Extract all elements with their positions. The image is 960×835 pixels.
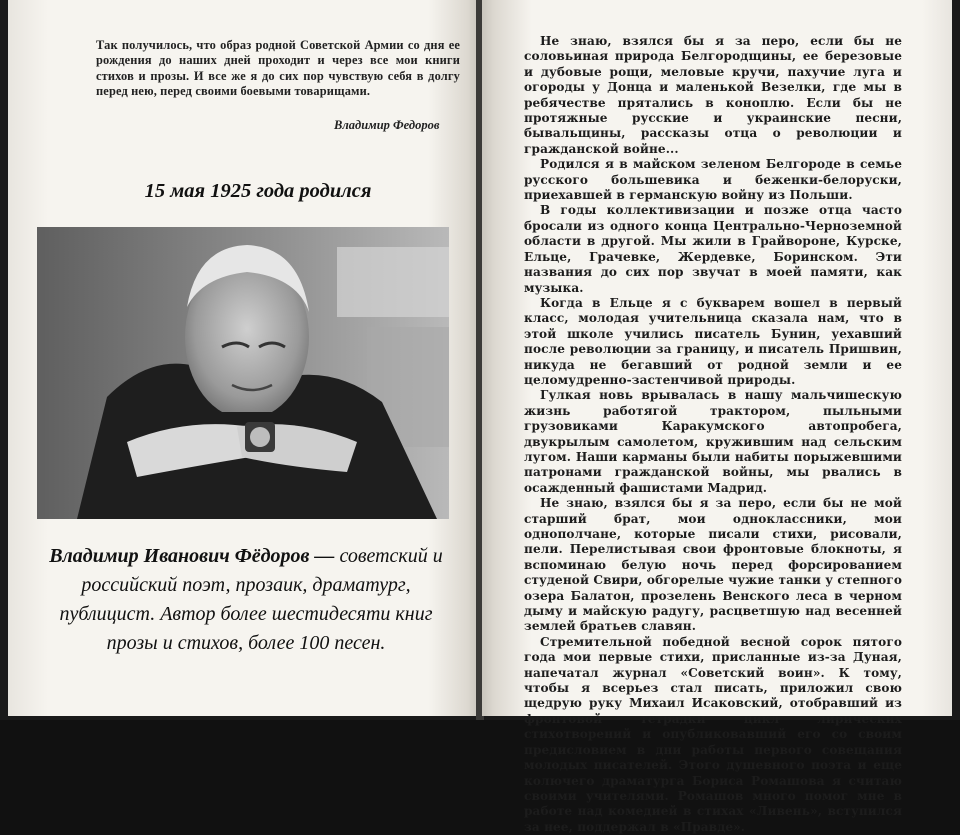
paragraph: Гулкая новь врывалась в нашу мальчишескую жизнь работягой трактором, пыльными грузовиками Каракумского автопробега, двукрылым самолетом, кружившим над сельским лугом. Наши карманы были набиты порыжевшими патронами гражданской войны, мы рвались в осажденный фашистами Мадрид.	[524, 388, 902, 495]
paragraph: Когда в Ельце я с букварем вошел в первый класс, молодая учительница сказала нам, что в этой школе учились писатель Бунин, уехавший после революции за границу, и писатель Пришвин, никуда не бегавший от родной земли и ее целомудренно-застенчивой природы.	[524, 295, 902, 387]
paragraph: Не знаю, взялся бы я за перо, если бы не мой старший брат, мои одноклассники, мои однополчане, которые писали стихи, рисовали, пели. Перелистывая свои фронтовые блокноты, я вспоминаю белую ночь перед форсированием студеной Свири, обгорелые чужие танки у степного озера Балатон, прозелень Венского леса в черном дыму и майскую радугу, расцветшую над весенней землей братьев славян.	[524, 496, 902, 634]
caption-description: советский и российский поэт, прозаик, драматург, публицист. Автор более шестидесяти книг прозы и стихов, более 100 песен.	[59, 545, 443, 654]
portrait-illustration	[37, 227, 449, 519]
paragraph: Стремительной победной весной сорок пятого года мои первые стихи, присланные из-за Дуная, напечатал журнал «Советский воин». К тому, чтобы я всерьез стал писать, приложил свою щедрую руку Михаил Исаковский, отобравший из фронтовой тетрадки цикл лирических стихотворений и опубликовавший его со своим предисловием в дни работы первого совещания молодых писателей. Этого душевного поэта и еще колючего драматурга Бориса Ромашова я считаю своими учителями. Ромашов много помог мне в работе над комедией в стихах «Ливень», вступился за нее, поддержал в «Правде».	[524, 634, 902, 834]
paragraph: Не знаю, взялся бы я за перо, если бы не соловьиная природа Белгородщины, ее березовые и дубовые рощи, меловые кручи, пахучие луга и огороды у Донца и маленькой Везелки, где мы в ребячестве прятались в коноплю. Если бы не протяжные русские и украинские песни, бывальщины, рассказы отца о революции и гражданской войне...	[524, 34, 902, 156]
portrait-photo	[37, 227, 449, 519]
portrait-caption	[36, 542, 456, 658]
left-page	[8, 0, 478, 716]
birth-heading: 15 мая 1925 года родился	[144, 180, 372, 202]
autobiography-text	[524, 34, 902, 835]
paragraph: В годы коллективизации и позже отца часто бросали из одного конца Центрально-Черноземной области в другой. Мы жили в Грайвороне, Курске, Ельце, Грачевке, Жердевке, Боринском. Эти названия до сих пор звучат в моей памяти, как музыка.	[524, 203, 902, 295]
epigraph-author: Владимир Федоров	[334, 118, 440, 132]
epigraph-text: Так получилось, что образ родной Советской Армии со дня ее рождения до наших дней проходит и через все мои книги стихов и прозы. И все же я до сих пор чувствую себя в долгу перед нею, перед своими боевыми товарищами.	[96, 38, 460, 99]
caption-name: Владимир Иванович Фёдоров —	[49, 545, 335, 567]
paragraph: Родился я в майском зеленом Белгороде в семье русского большевика и беженки-белоруски, приехавшей в германскую войну из Польши.	[524, 157, 902, 203]
